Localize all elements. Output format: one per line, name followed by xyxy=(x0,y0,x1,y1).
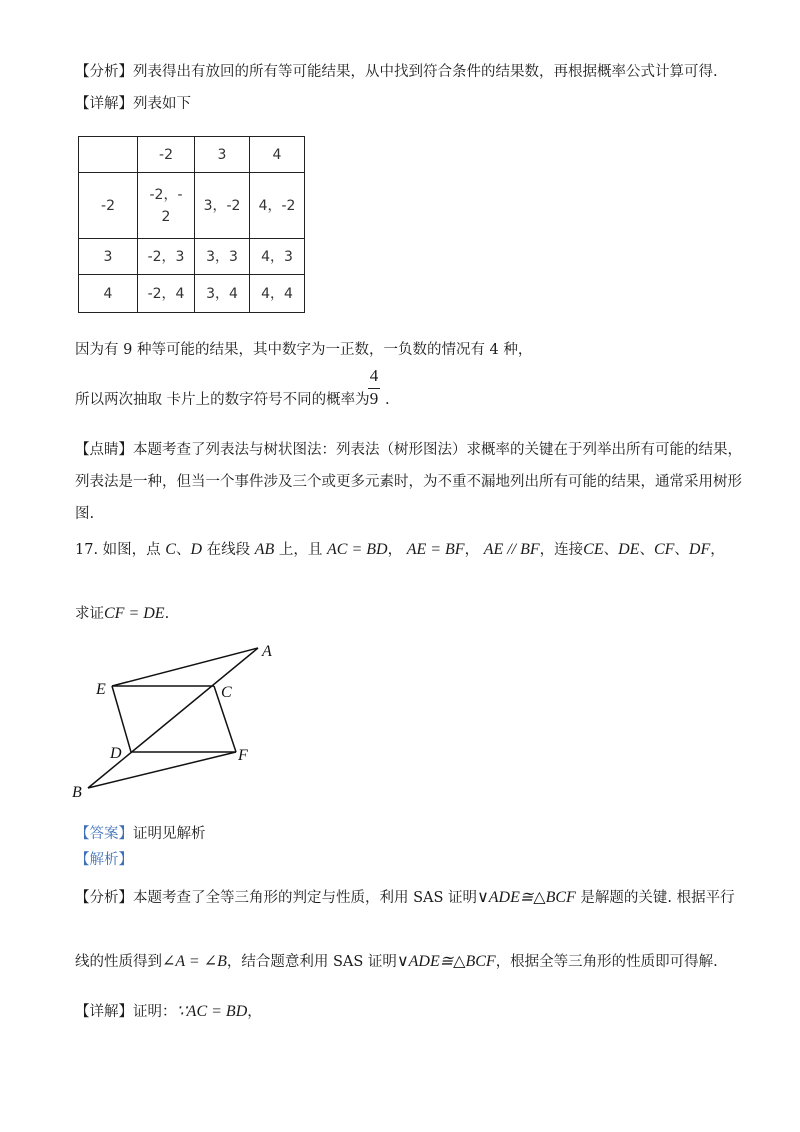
table-cell: 3，3 xyxy=(195,239,250,275)
separator: ， xyxy=(247,1004,262,1020)
equation: ∵AC = BD xyxy=(176,1003,248,1020)
analysis-text: 是解题的关键. 根据平行 xyxy=(575,890,735,906)
table-cell: -2，3 xyxy=(138,239,195,275)
table-cell: 3 xyxy=(79,239,138,275)
table-cell: 3，-2 xyxy=(195,173,250,239)
segment-label: DF xyxy=(688,541,711,558)
analysis-text: 【分析】本题考查了全等三角形的判定与性质，利用 SAS 证明 xyxy=(75,890,478,906)
separator: 、 xyxy=(603,542,619,558)
label-e: E xyxy=(96,681,106,698)
segment-label: AB xyxy=(254,541,275,558)
equation: CF = DE xyxy=(104,605,165,622)
separator: 、 xyxy=(639,542,654,558)
analysis-line-2 xyxy=(75,952,718,972)
table-cell: 4，3 xyxy=(250,239,305,275)
remark-line-3: 图. xyxy=(75,506,95,522)
label-b: B xyxy=(72,784,82,801)
label-a: A xyxy=(262,643,272,660)
table-cell: -2，- 2 xyxy=(138,173,195,239)
separator: 、 xyxy=(674,542,689,558)
segment-label: CF xyxy=(653,541,675,558)
analysis-text: ，根据全等三角形的性质即可得解. xyxy=(495,954,718,970)
outcome-count-text: 因为有 9 种等可能的结果，其中数字为一正数，一负数的情况有 4 种， xyxy=(75,342,533,358)
table-cell: -2 xyxy=(79,173,138,239)
separator: ， xyxy=(387,542,403,558)
table-cell: 4 xyxy=(79,275,138,313)
equation: AE = BF xyxy=(406,541,465,558)
table-cell: 4，-2 xyxy=(250,173,305,239)
separator: ， xyxy=(710,542,725,558)
separator: . xyxy=(164,606,170,622)
point-label: D xyxy=(190,541,203,558)
angle-equation: ∠A = ∠B xyxy=(162,953,227,970)
separator: 、 xyxy=(175,542,191,558)
analysis-line-1 xyxy=(75,888,735,908)
segment-label: CE xyxy=(583,541,604,558)
sentence-end: . xyxy=(385,392,390,408)
fraction-numerator: 4 xyxy=(369,366,379,385)
probability-text: 所以两次抽取 卡片上的数字符号不同的概率为 xyxy=(75,392,370,408)
question-text: 在线段 xyxy=(202,542,255,558)
table-cell: -2 xyxy=(138,137,195,173)
detail-text: 【详解】证明： xyxy=(75,1004,177,1020)
equation: AC = BD xyxy=(327,541,388,558)
detail-heading: 【详解】列表如下 xyxy=(75,96,191,112)
congruence-expression: ∨ADE≅△BCF xyxy=(477,889,576,906)
question-text: 上，且 xyxy=(274,542,327,558)
question-text: ，连接 xyxy=(539,542,584,558)
answer-line xyxy=(75,824,206,844)
analysis-paragraph: 【分析】列表得出有放回的所有等可能结果，从中找到符合条件的结果数，再根据概率公式计算可得. xyxy=(75,64,718,80)
analysis-text: 线的性质得到 xyxy=(75,954,162,970)
congruence-expression: ∨ADE≅△BCF xyxy=(396,953,496,970)
label-d: D xyxy=(110,745,122,762)
label-f: F xyxy=(238,747,248,764)
answer-tag: 【答案】 xyxy=(75,826,133,842)
table-cell: 4，4 xyxy=(250,275,305,313)
solution-tag: 【解析】 xyxy=(75,852,133,868)
fraction-denominator: 9 xyxy=(369,389,379,408)
question-text: 17. 如图，点 xyxy=(75,542,166,558)
answer-text: 证明见解析 xyxy=(133,826,206,842)
segment-ed xyxy=(112,686,131,752)
table-cell: 3 xyxy=(195,137,250,173)
detail-proof-line xyxy=(75,1002,262,1022)
point-label: C xyxy=(165,541,176,558)
remark-line-1: 【点睛】本题考查了列表法与树状图法：列表法（树形图法）求概率的关键在于列举出所有可能的结果， xyxy=(75,442,742,458)
label-c: C xyxy=(221,684,232,701)
table-cell: 4 xyxy=(250,137,305,173)
remark-line-2: 列表法是一种，但当一个事件涉及三个或更多元素时，为不重不漏地列出所有可能的结果，通常采用树形 xyxy=(75,474,742,490)
segment-label: DE xyxy=(618,541,640,558)
table-cell: 3，4 xyxy=(195,275,250,313)
table-cell: -2，4 xyxy=(138,275,195,313)
separator: ， xyxy=(464,542,480,558)
question-text: 求证 xyxy=(75,606,104,622)
analysis-text: ，结合题意利用 SAS 证明 xyxy=(226,954,397,970)
equation: AE // BF xyxy=(483,541,540,558)
